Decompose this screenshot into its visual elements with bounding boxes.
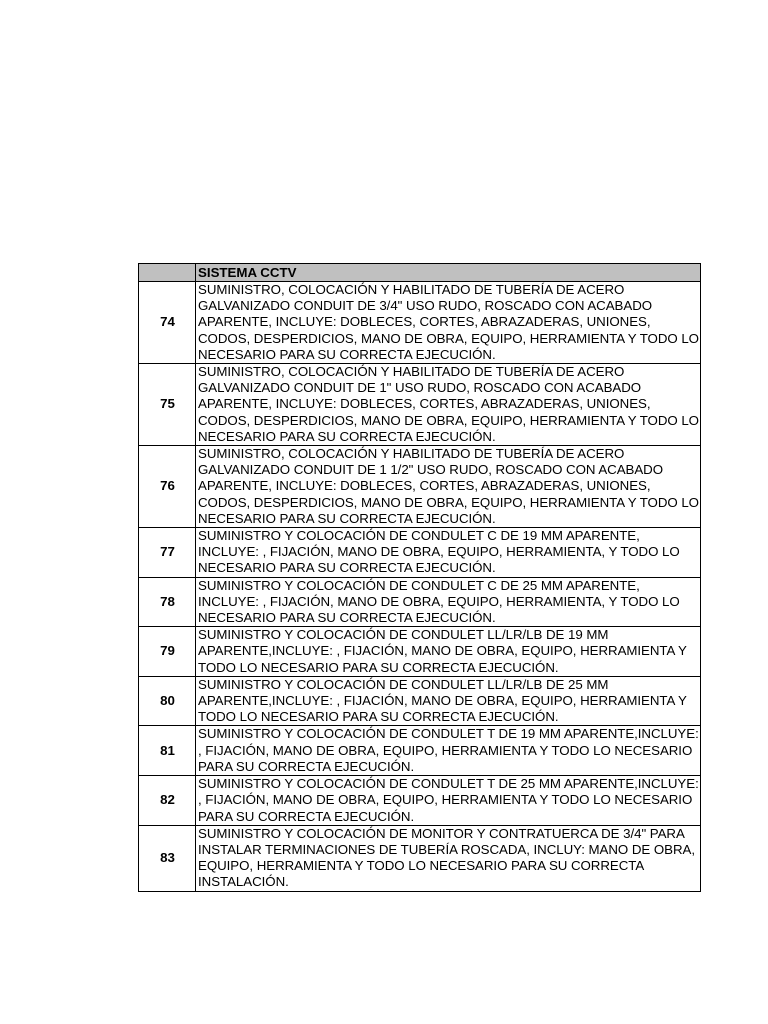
item-number: 76 xyxy=(139,446,196,528)
item-number: 74 xyxy=(139,282,196,364)
table-row xyxy=(139,627,701,677)
item-description: SUMINISTRO Y COLOCACIÓN DE CONDULET LL/LR/LB DE 25 MM APARENTE,INCLUYE: , FIJACIÓN, MANO DE OBRA, EQUIPO, HERRAMIENTA Y TODO LO NECESARIO PARA SU CORRECTA EJECUCIÓN. xyxy=(196,676,701,726)
item-number: 80 xyxy=(139,676,196,726)
table-row xyxy=(139,446,701,528)
section-header-row xyxy=(139,264,701,282)
item-number: 79 xyxy=(139,627,196,677)
number-header-cell xyxy=(139,264,196,282)
table-row xyxy=(139,364,701,446)
item-number: 82 xyxy=(139,776,196,826)
item-description: SUMINISTRO Y COLOCACIÓN DE CONDULET T DE 19 MM APARENTE,INCLUYE: , FIJACIÓN, MANO DE OBRA, EQUIPO, HERRAMIENTA Y TODO LO NECESARIO PARA SU CORRECTA EJECUCIÓN. xyxy=(196,726,701,776)
table-row xyxy=(139,528,701,578)
item-number: 78 xyxy=(139,577,196,627)
table-row xyxy=(139,776,701,826)
item-description: SUMINISTRO Y COLOCACIÓN DE CONDULET T DE 25 MM APARENTE,INCLUYE: , FIJACIÓN, MANO DE OBRA, EQUIPO, HERRAMIENTA Y TODO LO NECESARIO PARA SU CORRECTA EJECUCIÓN. xyxy=(196,776,701,826)
catalog-table xyxy=(138,263,701,892)
item-description: SUMINISTRO Y COLOCACIÓN DE MONITOR Y CONTRATUERCA DE 3/4" PARA INSTALAR TERMINACIONES DE TUBERÍA ROSCADA, INCLUY: MANO DE OBRA, EQUIPO, HERRAMIENTA Y TODO LO NECESARIO PARA SU CORRECTA INSTALACIÓN. xyxy=(196,825,701,891)
item-description: SUMINISTRO, COLOCACIÓN Y HABILITADO DE TUBERÍA DE ACERO GALVANIZADO CONDUIT DE 1 1/2" USO RUDO, ROSCADO CON ACABADO APARENTE, INCLUYE: DOBLECES, CORTES, ABRAZADERAS, UNIONES, CODOS, DESPERDICIOS, MANO DE OBRA, EQUIPO, HERRAMIENTA Y TODO LO NECESARIO PARA SU CORRECTA EJECUCIÓN. xyxy=(196,446,701,528)
item-number: 75 xyxy=(139,364,196,446)
table-row xyxy=(139,676,701,726)
table-row xyxy=(139,577,701,627)
item-number: 81 xyxy=(139,726,196,776)
item-description: SUMINISTRO Y COLOCACIÓN DE CONDULET C DE 19 MM APARENTE, INCLUYE: , FIJACIÓN, MANO DE OBRA, EQUIPO, HERRAMIENTA, Y TODO LO NECESARIO PARA SU CORRECTA EJECUCIÓN. xyxy=(196,528,701,578)
table-row xyxy=(139,825,701,891)
table-row xyxy=(139,282,701,364)
section-title: SISTEMA CCTV xyxy=(196,264,701,282)
item-number: 83 xyxy=(139,825,196,891)
item-description: SUMINISTRO, COLOCACIÓN Y HABILITADO DE TUBERÍA DE ACERO GALVANIZADO CONDUIT DE 1" USO RUDO, ROSCADO CON ACABADO APARENTE, INCLUYE: DOBLECES, CORTES, ABRAZADERAS, UNIONES, CODOS, DESPERDICIOS, MANO DE OBRA, EQUIPO, HERRAMIENTA Y TODO LO NECESARIO PARA SU CORRECTA EJECUCIÓN. xyxy=(196,364,701,446)
item-description: SUMINISTRO, COLOCACIÓN Y HABILITADO DE TUBERÍA DE ACERO GALVANIZADO CONDUIT DE 3/4" USO RUDO, ROSCADO CON ACABADO APARENTE, INCLUYE: DOBLECES, CORTES, ABRAZADERAS, UNIONES, CODOS, DESPERDICIOS, MANO DE OBRA, EQUIPO, HERRAMIENTA Y TODO LO NECESARIO PARA SU CORRECTA EJECUCIÓN. xyxy=(196,282,701,364)
item-number: 77 xyxy=(139,528,196,578)
item-description: SUMINISTRO Y COLOCACIÓN DE CONDULET LL/LR/LB DE 19 MM APARENTE,INCLUYE: , FIJACIÓN, MANO DE OBRA, EQUIPO, HERRAMIENTA Y TODO LO NECESARIO PARA SU CORRECTA EJECUCIÓN. xyxy=(196,627,701,677)
table-row xyxy=(139,726,701,776)
item-description: SUMINISTRO Y COLOCACIÓN DE CONDULET C DE 25 MM APARENTE, INCLUYE: , FIJACIÓN, MANO DE OBRA, EQUIPO, HERRAMIENTA, Y TODO LO NECESARIO PARA SU CORRECTA EJECUCIÓN. xyxy=(196,577,701,627)
